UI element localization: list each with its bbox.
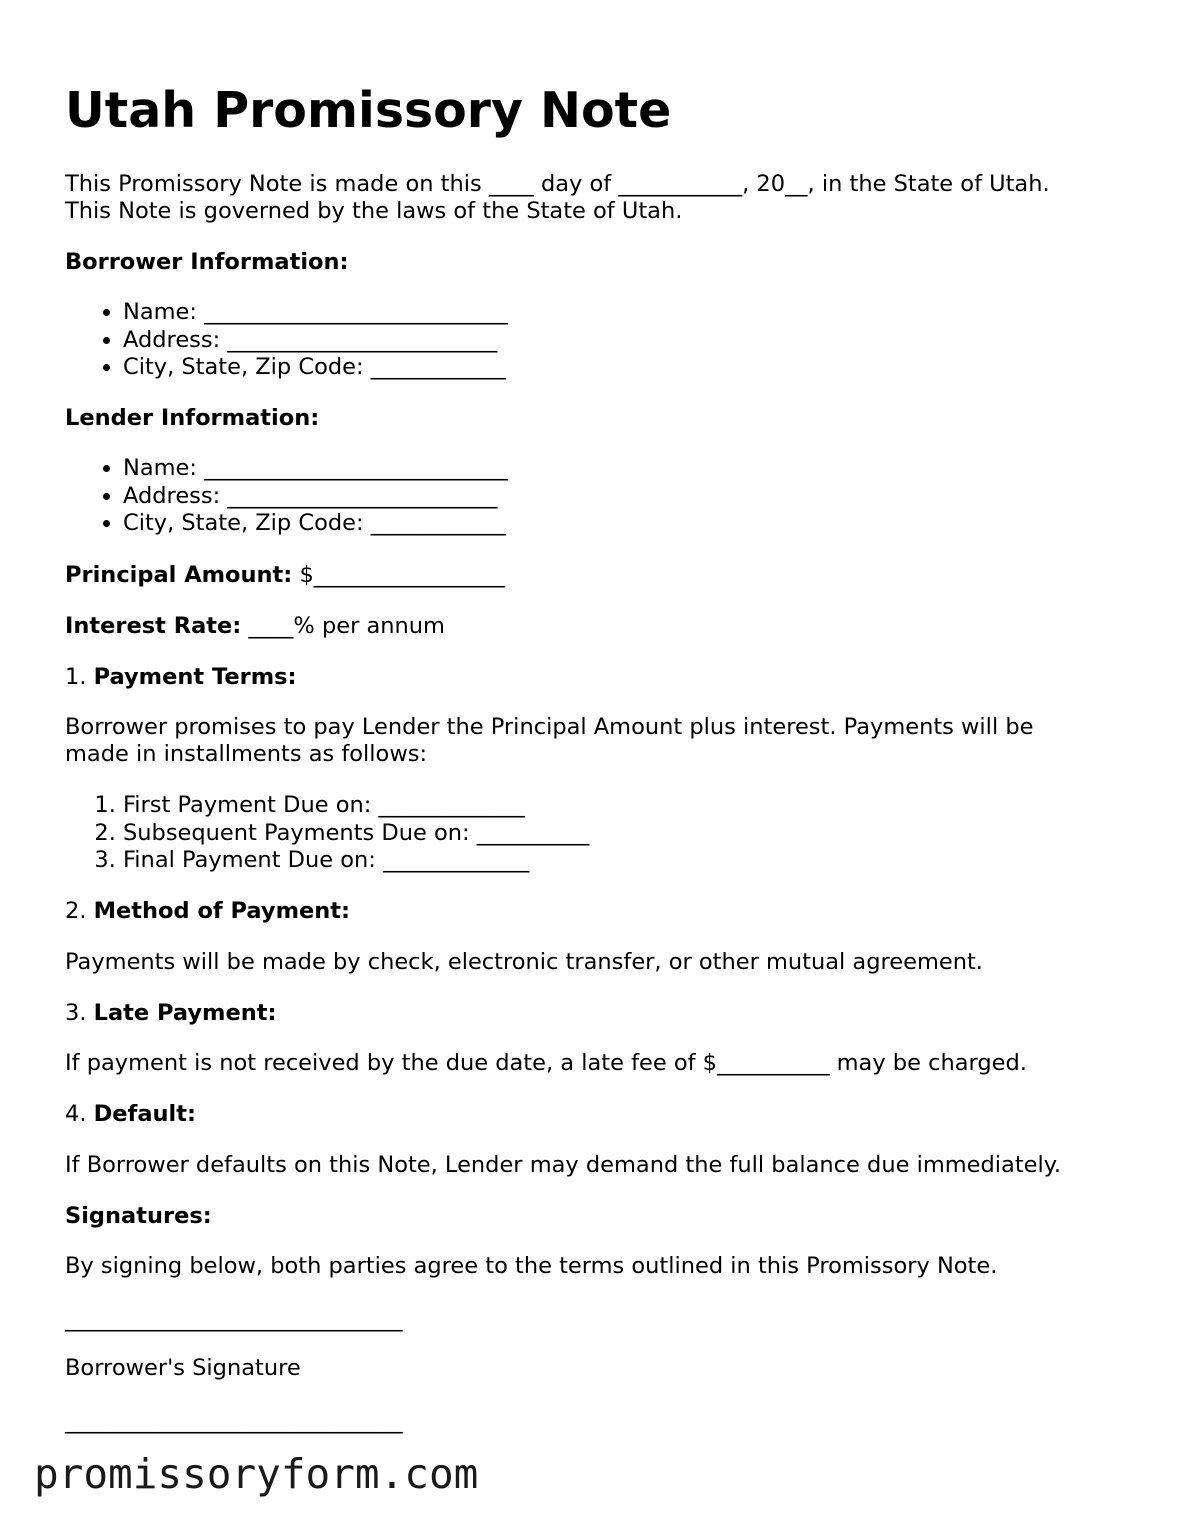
lender-heading: Lender Information: <box>65 405 320 431</box>
payment-terms-text-2: made in installments as follows: <box>65 741 428 767</box>
subsequent-payments-field[interactable]: 2. Subsequent Payments Due on: __________ <box>123 820 589 848</box>
principal-amount-field[interactable]: $_________________ <box>299 562 506 588</box>
lender-city-state-zip-field[interactable]: • City, State, Zip Code: ____________ <box>123 510 508 538</box>
lender-fields <box>65 455 508 538</box>
late-payment-text: If payment is not received by the due date, a late fee of $__________ may be charged. <box>65 1050 1027 1076</box>
method-heading: 2. Method of Payment: <box>65 898 351 924</box>
method-text: Payments will be made by check, electronic transfer, or other mutual agreement. <box>65 949 983 975</box>
borrower-city-state-zip-field[interactable]: • City, State, Zip Code: ____________ <box>123 354 508 382</box>
principal-amount: Principal Amount: $_________________ <box>65 562 506 588</box>
borrower-signature-line[interactable]: ______________________________ <box>65 1306 403 1332</box>
interest-rate: Interest Rate: ____% per annum <box>65 613 445 639</box>
late-payment-heading: 3. Late Payment: <box>65 1000 277 1026</box>
payment-schedule <box>65 792 589 875</box>
borrower-fields <box>65 299 508 382</box>
lender-signature-line[interactable]: ______________________________ <box>65 1408 403 1434</box>
default-heading: 4. Default: <box>65 1101 197 1127</box>
lender-name-field[interactable]: • Name: ___________________________ <box>123 455 508 483</box>
watermark: promissoryform.com <box>34 1450 479 1498</box>
borrower-name-field[interactable]: • Name: ___________________________ <box>123 299 508 327</box>
borrower-heading: Borrower Information: <box>65 249 349 275</box>
payment-terms-text-1: Borrower promises to pay Lender the Principal Amount plus interest. Payments will be <box>65 714 1034 740</box>
page-title: Utah Promissory Note <box>65 82 672 139</box>
signatures-text: By signing below, both parties agree to the terms outlined in this Promissory Note. <box>65 1253 998 1279</box>
borrower-address-field[interactable]: • Address: ________________________ <box>123 327 508 355</box>
default-text: If Borrower defaults on this Note, Lender may demand the full balance due immediately. <box>65 1152 1062 1178</box>
borrower-signature-label: Borrower's Signature <box>65 1355 301 1381</box>
intro-line-2: This Note is governed by the laws of the State of Utah. <box>65 198 683 224</box>
final-payment-field[interactable]: 3. Final Payment Due on: _____________ <box>123 847 589 875</box>
lender-address-field[interactable]: • Address: ________________________ <box>123 483 508 511</box>
first-payment-field[interactable]: 1. First Payment Due on: _____________ <box>123 792 589 820</box>
payment-terms-heading: 1. Payment Terms: <box>65 664 297 690</box>
interest-rate-field[interactable]: ____% per annum <box>248 613 445 639</box>
intro-line-1: This Promissory Note is made on this ____ day of ___________, 20__, in the State of Utah. <box>65 171 1050 197</box>
signatures-heading: Signatures: <box>65 1203 212 1229</box>
